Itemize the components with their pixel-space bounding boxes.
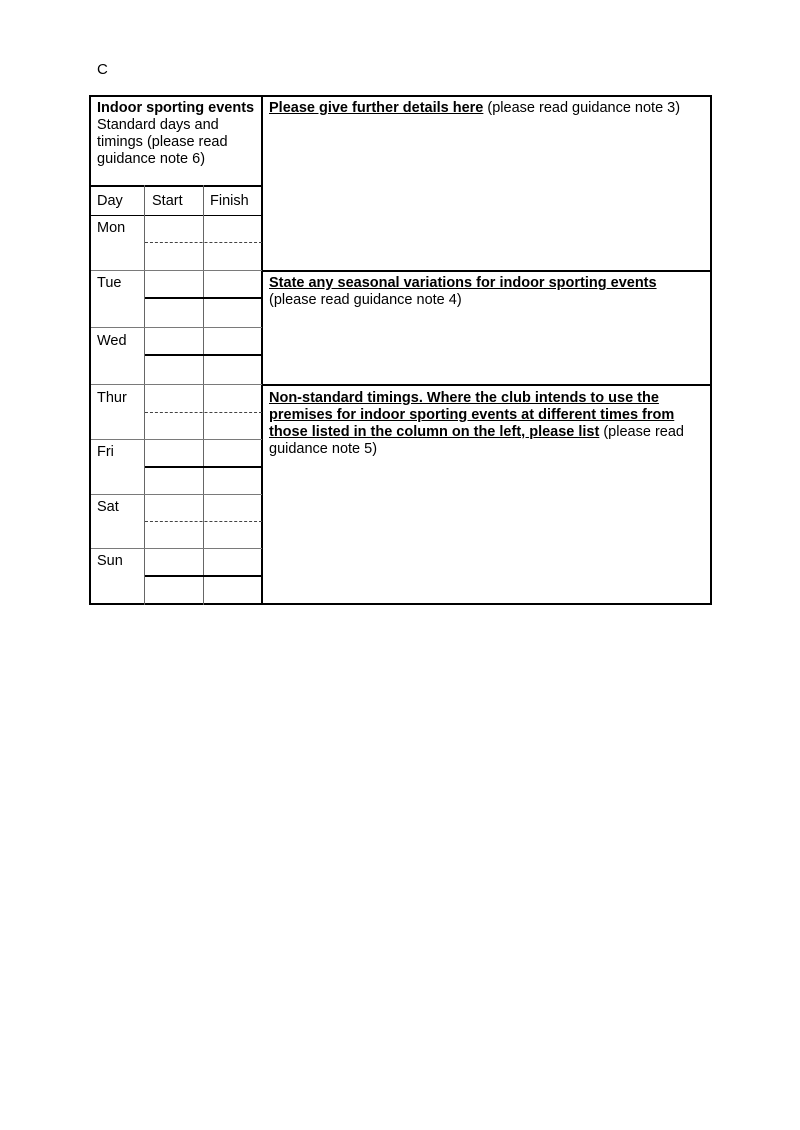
day-label-tue: Tue xyxy=(97,275,122,291)
tue-finish-cell[interactable] xyxy=(204,271,261,297)
mon-inner-divider xyxy=(145,242,262,243)
left-header-divider xyxy=(91,185,262,187)
mon-start-cell[interactable] xyxy=(145,216,203,242)
thur-inner-divider xyxy=(145,412,262,413)
sat-start-cell[interactable] xyxy=(145,495,203,521)
fri-inner-divider xyxy=(145,466,262,468)
left-header-title: Indoor sporting events xyxy=(97,100,255,116)
sat-inner-divider xyxy=(145,521,262,522)
sun-start-cell[interactable] xyxy=(145,549,203,575)
indoor-sporting-events-form xyxy=(89,95,712,605)
seasonal-variations-section[interactable] xyxy=(269,275,699,309)
day-label-sat: Sat xyxy=(97,499,119,515)
non-standard-timings-section[interactable] xyxy=(269,390,699,458)
further-details-section[interactable] xyxy=(269,100,699,117)
thur-start-cell[interactable] xyxy=(145,385,203,412)
thur-finish-cell[interactable] xyxy=(204,385,261,412)
seasonal-variations-heading: State any seasonal variations for indoor sporting events xyxy=(269,275,657,291)
sun-inner-divider xyxy=(145,575,262,577)
column-header-day: Day xyxy=(97,193,123,209)
left-header-description: Standard days and timings (please read guidance note 6) xyxy=(97,117,228,167)
right-section-divider xyxy=(262,270,712,272)
sat-finish-cell[interactable] xyxy=(204,495,261,521)
wed-finish-cell[interactable] xyxy=(204,328,261,354)
non-standard-timings-heading: Non-standard timings. Where the club intends to use the premises for indoor sporting events at different times from those listed in the column on the left, please list xyxy=(269,390,675,440)
sun-finish-cell[interactable] xyxy=(204,549,261,575)
fri-finish-cell[interactable] xyxy=(204,440,261,466)
further-details-note: (please read guidance note 3) xyxy=(483,100,681,116)
left-header xyxy=(97,100,257,168)
fri-start-cell[interactable] xyxy=(145,440,203,466)
column-header-start: Start xyxy=(152,193,183,209)
section-letter: C xyxy=(97,61,108,78)
day-label-fri: Fri xyxy=(97,444,114,460)
day-label-sun: Sun xyxy=(97,553,123,569)
tue-start-cell[interactable] xyxy=(145,271,203,297)
day-label-wed: Wed xyxy=(97,333,127,349)
day-label-mon: Mon xyxy=(97,220,126,236)
mon-finish-cell[interactable] xyxy=(204,216,261,242)
seasonal-variations-note: (please read guidance note 4) xyxy=(269,292,462,308)
non-standard-timings-note: (please read guidance note 5) xyxy=(269,424,684,457)
wed-start-cell[interactable] xyxy=(145,328,203,354)
day-label-thur: Thur xyxy=(97,390,127,406)
column-header-finish: Finish xyxy=(210,193,249,209)
panel-divider xyxy=(261,97,263,605)
further-details-heading: Please give further details here xyxy=(269,100,484,116)
right-section-divider xyxy=(262,384,712,386)
wed-inner-divider xyxy=(145,354,262,356)
tue-inner-divider xyxy=(145,297,262,299)
